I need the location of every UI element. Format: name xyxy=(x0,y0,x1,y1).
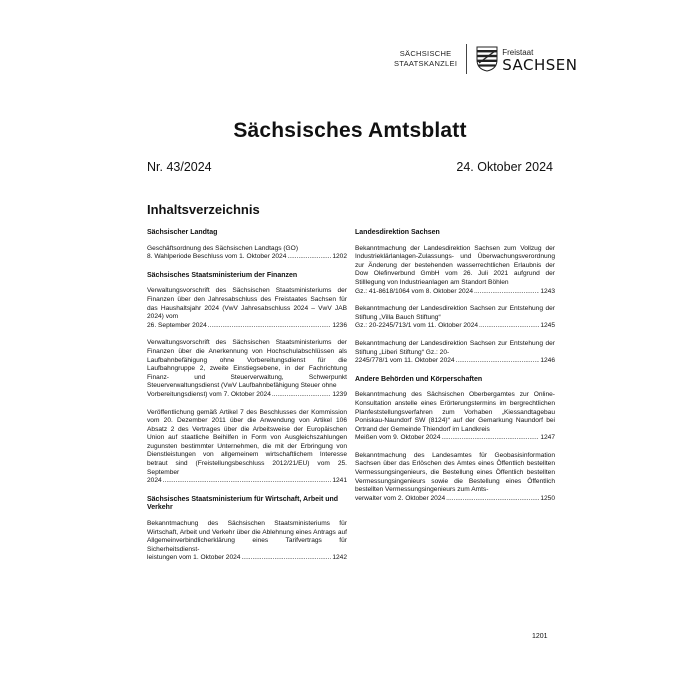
dot-leader xyxy=(287,253,331,262)
section-heading: Sächsisches Staatsministerium für Wirtschaft, Arbeit und Verkehr xyxy=(147,495,339,512)
dot-leader xyxy=(208,322,332,331)
entry-last-text: Gz.: 20-2245/713/1 vom 11. Oktober 2024 xyxy=(355,322,479,330)
entry-last-text: Vorbereitungsdienst) vom 7. Oktober 2024 xyxy=(147,390,271,398)
entry-page-number: 1243 xyxy=(540,287,555,295)
page-number: 1201 xyxy=(532,633,548,640)
entry-text: Veröffentlichung gemäß Artikel 7 des Beschlusses der Kommission vom 20. Dezember 2011 über die Anwendung von Artikel 106 Absatz 2 des Vertrages über die Arbeitsweise der Europäischen Union auf staatliche Beihilfen in Form von Ausgleichszahlungen zugunsten bestimmter Unternehmen, die mit der Erbringung von Dienstleistungen von allgemeinem wirtschaftlichem Interesse betraut sind (Freistellungsbeschluss 2012/21/EU) vom 25. September xyxy=(147,408,347,476)
ministry-line-1: SÄCHSISCHE xyxy=(399,49,452,58)
entry-text: Bekanntmachung der Landesdirektion Sachsen zur Entstehung der Stiftung „Liberi Stiftung“ Gz.: 20- xyxy=(355,339,555,356)
entry-last-text: 26. September 2024 xyxy=(147,321,207,329)
dot-leader xyxy=(446,495,539,504)
logo-divider xyxy=(466,44,467,74)
entry-page-number: 1247 xyxy=(540,434,555,442)
toc-heading: Inhaltsverzeichnis xyxy=(147,202,260,217)
entry-last-text: 8. Wahlperiode Beschluss vom 1. Oktober 2024 xyxy=(147,253,287,261)
entry-text: Verwaltungsvorschrift des Sächsischen Staatsministeriums der Finanzen über die Anerkennung von Hochschulabschlüssen als Laufbahnbefähigung ohne Vorbereitungsdienst für die Laufbahngruppe 2, zweite Einstiegsebene, in der Fachrichtung Finanz- und Steuerverwaltung, Schwerpunkt Steuerverwaltungsdienst (VwV Laufbahnbefähigung Steuer ohne xyxy=(147,339,347,390)
entry-last-text: 2024 xyxy=(147,477,162,485)
entry-page-number: 1239 xyxy=(332,390,347,398)
toc-entry[interactable] xyxy=(147,339,347,399)
entry-text: Bekanntmachung der Landesdirektion Sachsen zur Entstehung der Stiftung „Villa Bauch Stiftung“ xyxy=(355,305,555,321)
toc-entry[interactable] xyxy=(147,520,347,563)
freistaat-label: Freistaat xyxy=(502,48,534,57)
entry-last-text: 2245/778/1 vom 11. Oktober 2024 xyxy=(355,357,455,365)
entry-page-number: 1246 xyxy=(540,357,555,365)
dot-leader xyxy=(241,554,331,563)
entry-page-number: 1202 xyxy=(332,253,347,261)
ministry-name xyxy=(394,49,457,69)
entry-text: Bekanntmachung des Sächsischen Oberbergamtes zur Online-Konsultation anstelle eines Erörterungstermins im bergrechtlichen Planfeststellungsverfahren zum Vorhaben „Kiessandtagebau Poniskau-Naundorf SW (8124)“ auf der Gemarkung Naundorf bei Ortrand der Gemeinde Thiendorf im Landkreis xyxy=(355,391,555,433)
issue-date: 24. Oktober 2024 xyxy=(456,160,553,174)
section-heading: Sächsischer Landtag xyxy=(147,229,218,236)
toc-section xyxy=(355,229,555,366)
sachsen-label: SACHSEN xyxy=(502,56,578,74)
entry-page-number: 1241 xyxy=(332,477,347,485)
entry-last-line xyxy=(355,495,555,504)
section-heading: Landesdirektion Sachsen xyxy=(355,229,440,236)
entry-text: Bekanntmachung des Sächsischen Staatsministeriums für Wirtschaft, Arbeit und Verkehr über die Ablehnung eines Antrags auf Allgemeinverbindlicherklärung eines Tarifvertrags für Sicherheitsdienst- xyxy=(147,520,347,553)
header-logo xyxy=(394,44,578,74)
issue-number: Nr. 43/2024 xyxy=(147,160,212,174)
entry-last-text: verwalter vom 2. Oktober 2024 xyxy=(355,494,446,502)
toc-right-column xyxy=(355,229,555,513)
entry-last-text: Gz.: 41-8618/1064 vom 8. Oktober 2024 xyxy=(355,287,474,295)
page-title: Sächsisches Amtsblatt xyxy=(233,119,467,142)
dot-leader xyxy=(456,357,540,366)
entry-last-line xyxy=(355,288,555,297)
toc-entry[interactable] xyxy=(147,287,347,330)
entry-page-number: 1245 xyxy=(540,322,555,330)
entry-page-number: 1250 xyxy=(540,494,555,502)
toc-entry[interactable] xyxy=(147,245,347,262)
entry-last-text: leistungen vom 1. Oktober 2024 xyxy=(147,554,241,562)
toc-section xyxy=(355,376,555,504)
entry-text: Bekanntmachung der Landesdirektion Sachsen zum Vollzug der Industrieklärlanlagen-Zulassungs- und Überwachungsverordnung zur Änderung der bestehenden wasserrechtlichen Erlaubnis der Dow Olefinverbund GmbH vom 26. Juli 2021 aufgrund der Stilllegung von Industrieanlagen am Standort Böhlen xyxy=(355,244,555,286)
section-heading: Andere Behörden und Körperschaften xyxy=(355,375,483,383)
section-heading: Sächsisches Staatsministerium der Finanzen xyxy=(147,271,298,279)
entry-last-line xyxy=(355,322,555,331)
entry-last-line xyxy=(355,357,555,366)
dot-leader xyxy=(441,434,539,443)
entry-last-line xyxy=(147,391,347,400)
entry-last-text: Meißen vom 9. Oktober 2024 xyxy=(355,434,441,442)
entry-last-line xyxy=(147,253,347,262)
toc-left-column xyxy=(147,229,347,573)
ministry-line-2: STAATSKANZLEI xyxy=(394,59,458,68)
entry-last-line xyxy=(147,477,347,486)
toc-entry[interactable] xyxy=(355,340,555,366)
entry-last-line xyxy=(147,322,347,331)
dot-leader xyxy=(474,288,539,297)
entry-last-line xyxy=(147,554,347,563)
toc-entry[interactable] xyxy=(355,452,555,504)
entry-text: Bekanntmachung des Landesamtes für Geobasisinformation Sachsen über das Erlöschen des Amtes eines Öffentlich bestellten Vermessungsingenieurs, die Bestellung eines Öffentlich bestellten Vermessungsingenieurs sowie die Bestellung eines Öffentlich bestellten Vermessungsingenieurs zum Amts- xyxy=(355,451,555,494)
state-name xyxy=(502,46,577,72)
toc-entry[interactable] xyxy=(355,391,555,443)
toc-entry[interactable] xyxy=(355,245,555,297)
toc-entry[interactable] xyxy=(355,305,555,331)
dot-leader xyxy=(479,322,539,331)
entry-page-number: 1242 xyxy=(332,554,347,562)
entry-last-line xyxy=(355,434,555,443)
entry-text: Geschäftsordnung des Sächsischen Landtags (GO) xyxy=(147,244,299,252)
dot-leader xyxy=(163,477,332,486)
toc-section xyxy=(147,496,347,563)
toc-section xyxy=(147,272,347,486)
toc-section xyxy=(147,229,347,262)
entry-page-number: 1236 xyxy=(332,321,347,329)
dot-leader xyxy=(272,391,331,400)
entry-text: Verwaltungsvorschrift des Sächsischen Staatsministeriums der Finanzen über den Jahresabschluss des Freistaates Sachsen für das Haushaltsjahr 2024 (VwV Jahresabschluss 2024 – VwV JAB 2024) vom xyxy=(147,287,347,321)
toc-entry[interactable] xyxy=(147,409,347,486)
saxony-crest-icon xyxy=(476,46,498,72)
